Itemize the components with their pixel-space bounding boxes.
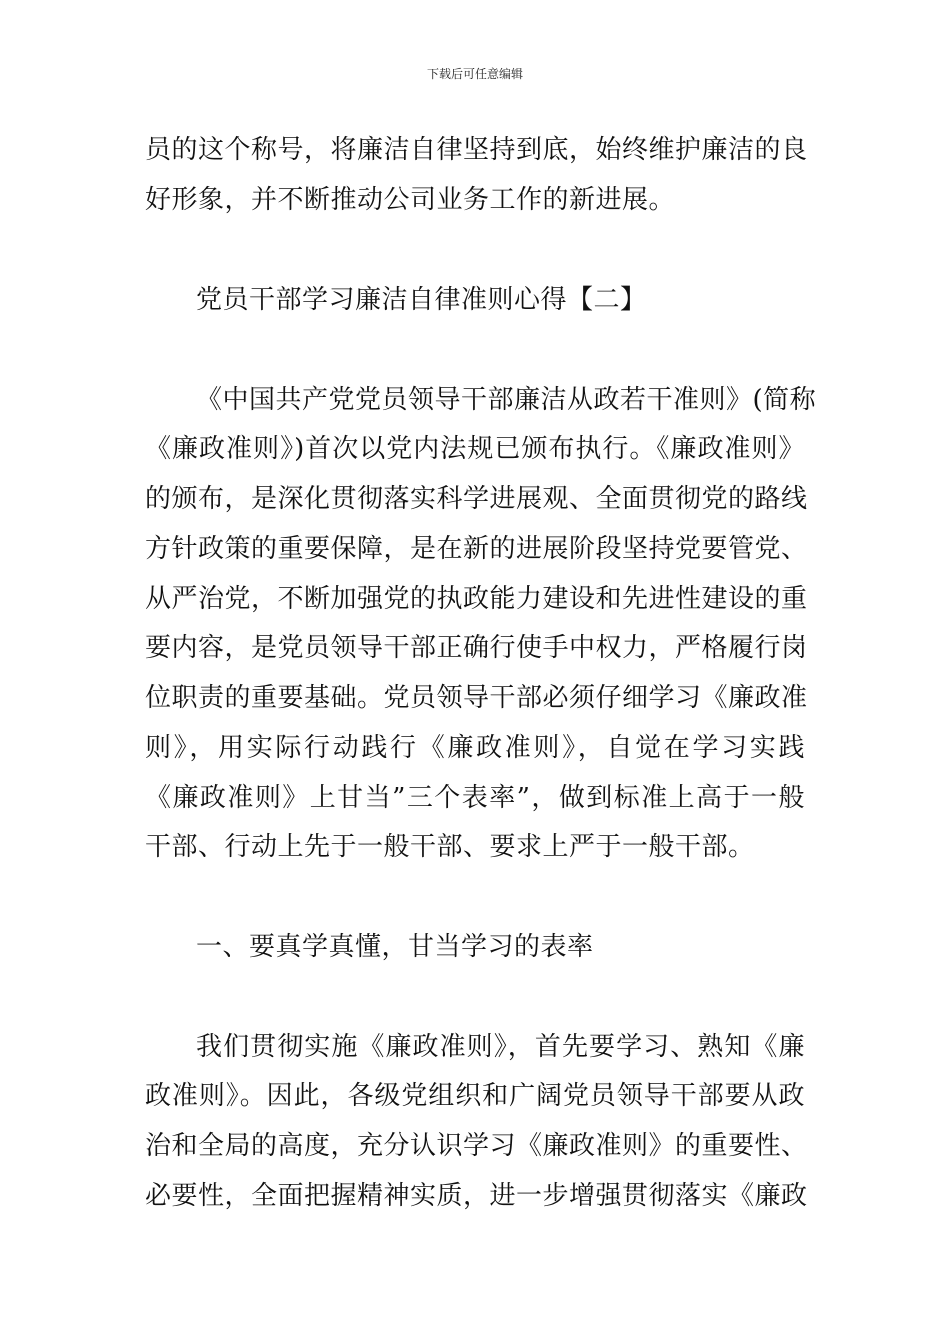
- body-text-line: 的颁布，是深化贯彻落实科学进展观、全面贯彻党的路线: [145, 484, 808, 514]
- paragraph-first-line: 《中国共产党党员领导干部廉洁从政若干准则》(简称: [196, 385, 817, 415]
- body-text-line: 干部、行动上先于一般干部、要求上严于一般干部。: [145, 832, 755, 862]
- body-text-line: 方针政策的重要保障，是在新的进展阶段坚持党要管党、: [145, 534, 808, 564]
- body-text-line: 位职责的重要基础。党员领导干部必须仔细学习《廉政准: [145, 683, 808, 713]
- body-text-line: 则》，用实际行动践行《廉政准则》，自觉在学习实践: [145, 733, 805, 763]
- body-text-line: 好形象，并不断推动公司业务工作的新进展。: [145, 185, 676, 215]
- body-text-line: 治和全局的高度，充分认识学习《廉政准则》的重要性、: [145, 1131, 808, 1161]
- body-text-line: 员的这个称号，将廉洁自律坚持到底，始终维护廉洁的良: [145, 135, 808, 165]
- section-heading: 党员干部学习廉洁自律准则心得【二】: [196, 285, 647, 315]
- body-text-line: 必要性，全面把握精神实质，进一步增强贯彻落实《廉政: [145, 1181, 808, 1211]
- paragraph-first-line: 我们贯彻实施《廉政准则》，首先要学习、熟知《廉: [196, 1032, 805, 1062]
- section-heading: 一、要真学真懂，甘当学习的表率: [196, 932, 594, 962]
- body-text-line: 《廉政准则》上甘当”三个表率”，做到标准上高于一般: [145, 783, 805, 813]
- body-text-line: 《廉政准则》)首次以党内法规已颁布执行。《廉政准则》: [145, 434, 805, 464]
- page-header-note: 下载后可任意编辑: [426, 67, 523, 81]
- body-text-line: 政准则》。因此，各级党组织和广阔党员领导干部要从政: [145, 1081, 805, 1111]
- body-text-line: 要内容，是党员领导干部正确行使手中权力，严格履行岗: [145, 633, 808, 663]
- body-text-line: 从严治党，不断加强党的执政能力建设和先进性建设的重: [145, 584, 808, 614]
